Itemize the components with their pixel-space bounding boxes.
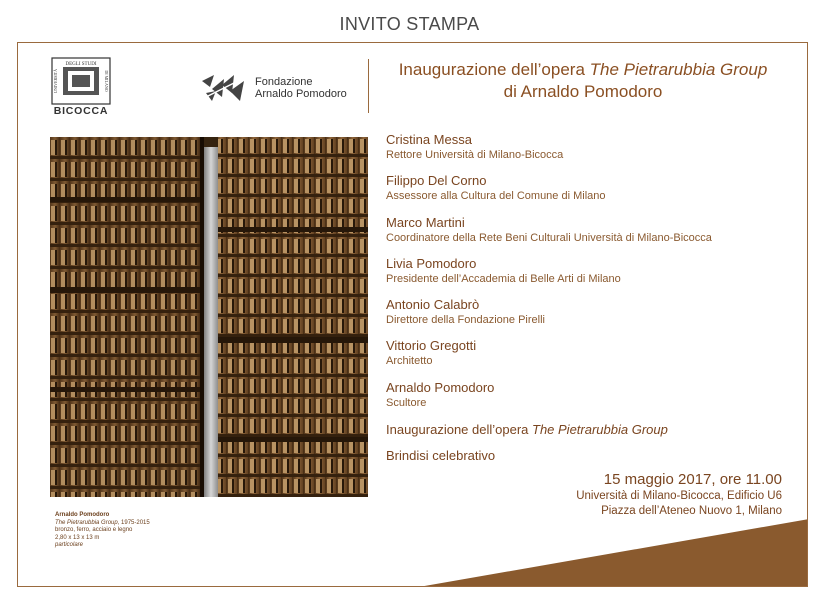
speaker-role: Scultore [386,396,427,409]
list-item [386,296,796,337]
date-venue [576,471,782,519]
event-date: 15 maggio 2017, ore 11.00 [603,471,782,488]
artwork-image [50,137,368,497]
list-item [386,214,796,255]
artwork-caption: Arnaldo Pomodoro The Pietrarubbia Group, 1975-2015 bronzo, ferro, acciaio e legno 2,80 x 13 x 13 m particolare [55,512,150,548]
speaker-name: Arnaldo Pomodoro [386,379,495,395]
speaker-name: Cristina Messa [386,132,472,147]
foundation-mark-icon [200,71,250,103]
speaker-role: Direttore della Fondazione Pirelli [386,314,545,327]
event-title: Inaugurazione dell’opera The Pietrarubbia Group di Arnaldo Pomodoro [383,59,783,103]
speaker-role: Assessore alla Cultura del Comune di Milano [386,190,606,203]
speaker-role: Presidente dell’Accademia di Belle Arti di Milano [386,272,621,285]
university-logo [51,57,111,119]
program-list [386,421,796,473]
event-address: Piazza dell’Ateneo Nuovo 1, Milano [601,505,782,517]
svg-text:DI MILANO: DI MILANO [104,70,109,92]
list-item [386,337,796,378]
speaker-name: Livia Pomodoro [386,255,477,271]
foundation-name: Fondazione Arnaldo Pomodoro [255,76,347,100]
speaker-role: Architetto [386,355,433,368]
speaker-name: Vittorio Gregotti [386,338,477,354]
program-toast: Brindisi celebrativo [386,448,496,463]
university-seal-icon [51,57,111,105]
university-wordmark: BICOCCA [53,105,109,117]
svg-text:DEGLI STUDI: DEGLI STUDI [65,62,97,67]
event-venue: Università di Milano-Bicocca, Edificio U6 [576,490,782,502]
speaker-list [386,131,796,420]
speaker-role: Rettore Università di Milano-Bicocca [386,149,564,161]
speaker-name: Antonio Calabrò [386,297,480,313]
svg-text:UNIVERSITÀ: UNIVERSITÀ [53,69,58,93]
list-item [386,255,796,296]
program-inauguration: Inaugurazione dell’opera The Pietrarubbia Group [386,422,668,437]
speaker-role: Coordinatore della Rete Beni Culturali Università di Milano-Bicocca [386,231,712,244]
page-title: INVITO STAMPA [339,14,480,34]
list-item [386,131,796,172]
event-author: di Arnaldo Pomodoro [503,82,663,101]
title-divider [368,59,369,113]
list-item [386,172,796,213]
event-work-title: The Pietrarubbia Group [589,60,768,79]
list-item [386,379,796,420]
sculpture-photo [50,137,368,497]
invitation-card [17,42,808,587]
speaker-name: Filippo Del Corno [386,173,487,189]
speaker-name: Marco Martini [386,214,465,230]
foundation-logo [200,71,360,105]
